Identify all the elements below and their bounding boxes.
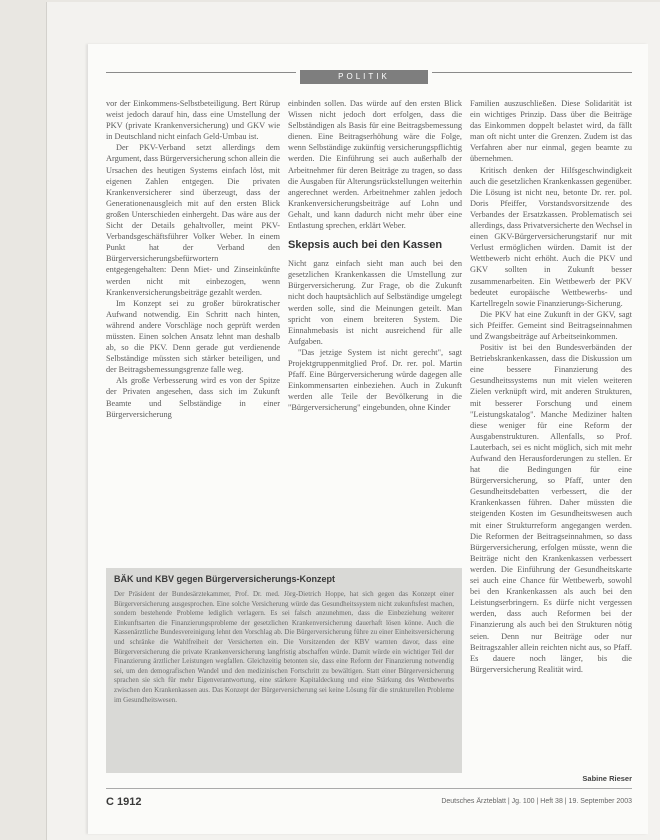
journal-citation: Deutsches Ärzteblatt | Jg. 100 | Heft 38 | 19. September 2003 — [441, 798, 632, 805]
info-box-title: BÄK und KBV gegen Bürgerversicherungs-Konzept — [114, 574, 336, 584]
footer-rule — [106, 788, 632, 789]
column-2 — [288, 98, 462, 564]
column-1 — [106, 98, 280, 564]
paragraph: Kritisch denken der Hilfsgeschwindigkeit auch die gesetzlichen Krankenkassen gegenüber. Die Lösung ist nicht neu, betonte Dr. rer. pol. Doris Pfeiffer, Vorstandsvorsitzende des Verbandes der Ersatzkassen. Problematisch sei allerdings, dass Privatversicherte den Wechsel in einen GKV-Bürgerversicherungstarif nur mit Verlust ermöglichen würden. Damit ist der Wettbewerb nicht erhöht. Auch die PKV und GKV sollten in Zukunft besser zusammenarbeiten. Ein Wettbewerb der PKV bedeutet europäische Wettbewerbs- und Kartellregeln sowie Finanzierungs-Sicherung. — [470, 165, 632, 308]
paragraph: Die PKV hat eine Zukunft in der GKV, sagt sich Pfeiffer. Gemeint sind Beitragseinnahmen und Zwangsbeiträge auf Arbeitseinkommen. — [470, 309, 632, 341]
page-number: C 1912 — [106, 796, 142, 808]
paragraph: Positiv ist bei den Bundesverbänden der Betriebskrankenkassen, dass die Diskussion um eine bessere Finanzierung des Gesundheitssystems nun mit vielen weiteren Zielen verknüpft wird, mit anderen Strukturen, mit besserer Forschung und einem "Leistungskatalog". Manche Mediziner halten diese weniger für eine Reform der Ausgabenstrukturen. Allenfalls, so Prof. Lauterbach, sei es nicht möglich, sich mit mehr Aufwand den Herausforderungen zu stellen. Er hat die Bedingungen für eine Bürgerversicherung, so Pfaff, unter den Gesundheitsdebatten verbessert, die der Krankenkassen führen. Daher müssten die steigenden Kosten im Gesundheitswesen auch mit einer Strukturreform angegangen werden. Die Reformen der Beitragseinnahmen, so dass Bürgerversicherung, erfolgen müsste, wenn die Beiträge nicht den Krankenkassen verbessert werden. Die Einführung der Gesundheitskarte sei auch eine Chance für Wettbewerb, sowohl bei den Krankenkassen als auch bei den Leistungserbringern. Es dürfe nicht vergessen werden, dass auch Reformen bei der Finanzierung als auch bei den Strukturen nötig seien. Denn nur Beiträge oder nur Beitragszahler allein reichten nicht aus, so Pfaff. Es dauere noch länger, bis die Bürgerversicherung Realität wird. — [470, 343, 632, 674]
paragraph: einbinden sollen. Das würde auf den ersten Blick Wissen nicht jedoch dort erfolgen, dass die Selbständigen als Basis für eine Beitragsbemessung dienen. Eine Beitragserhöhung wäre die Folge, wenn Selbständige zukünftig versicherungspflichtig werden. Die Einführung sei auch außerhalb der Arbeitnehmer für deren Beiträge zu tragen, so dass die Ausgaben für Alterungsrückstellungen weiterhin angerechnet werden. Arbeitnehmer zahlen jedoch Krankenversicherungsbeiträge auf Lohn und Gehalt, und kann dadurch nicht mehr über eine Entlastung sprechen, erklärt Weber. — [288, 99, 462, 231]
header-rule-left — [106, 72, 296, 73]
journal-page — [88, 44, 648, 834]
author-name: Sabine Rieser — [582, 774, 632, 783]
paragraph: Der PKV-Verband setzt allerdings dem Argument, dass Bürgerversicherung schon allein die Ursachen des heutigen Systems einfach löst, mit eigenen Zahlen entgegen. Die privaten Krankenversicherer sind überzeugt, dass der Generationenausgleich mit auf den ersten Blick großen Unterschieden einhergeht. Das wäre aus der Sicht der Details gehaltvoller, meint PKV-Verbandsgeschäftsführer Volker Weber. In einem Punkt hat der Verband den Bürgerversicherungsbefürwortern entgegengehalten: Denn Miet- und Zinseinkünfte werden nicht mit einbezogen, wenn Krankenversicherungsbeiträge gezahlt werden. — [106, 143, 280, 297]
header-rule-right — [432, 72, 632, 73]
paragraph: Familien auszuschließen. Diese Solidarität ist ein wichtiges Prinzip. Dass über die Beiträge das Einkommen doppelt belastet wird, da fällt man oft nicht unter die Grenzen. Zudem ist das Verfahren aber nur einmal, gegen beamte zu übernehmen. — [470, 99, 632, 164]
paragraph: Im Konzept sei zu großer bürokratischer Aufwand notwendig. Ein Schritt nach hinten, während andere Vorschläge noch geprüft werden müssten. Einen solchen Ansatz lehnt man deshalb ab, so die PKV. Denn gerade gut verdienende Selbständige müssten sich stärker beteiligen, und der Beitragsbemessungsgrenze falle weg. — [106, 298, 280, 375]
info-box-text: Der Präsident der Bundesärztekammer, Prof. Dr. med. Jörg-Dietrich Hoppe, hat sich gegen das Konzept einer Bürgerversicherung ausgesprochen. Eine solche Versicherung würde das Gesundheitssystem nicht zukunftsfest machen, sondern bestehende Probleme lediglich verlagern. Es sei falsch anzunehmen, dass die Einbeziehung weiterer Einkunftsarten die Finanzierungsprobleme der gesetzlichen Krankenversicherung dauerhaft lösen könne. Auch die Kassenärztliche Bundesvereinigung lehnt den Vorschlag ab. Die Bürgerversicherung führe zu einer Einheitsversicherung und schränke die Wahlfreiheit der Versicherten ein. Die Vorsitzenden der KBV warnten davor, dass eine Bürgerversicherung die private Krankenversicherung langfristig abschaffen würde. Damit würde ein wichtiger Teil der Finanzierung ärztlicher Leistungen wegfallen. Gleichzeitig betonten sie, dass eine Reform der Finanzierung notwendig sei, um den demografischen Wandel und den medizinischen Fortschritt zu bewältigen. Statt einer Bürgerversicherung sprachen sie sich für mehr Eigenverantwortung, eine stärkere Kapitaldeckung und eine Stärkung des Wettbewerbs zwischen den Krankenkassen aus. Das Konzept der Bürgerversicherung sei keine Lösung für die strukturellen Probleme im Gesundheitswesen. — [114, 590, 454, 704]
paragraph: Als große Verbesserung wird es von der Spitze der Privaten angesehen, dass sich im Zukunft Beamte und Selbständige in einer Bürgerversicherung — [106, 376, 280, 419]
info-box — [106, 568, 462, 773]
paragraph: vor der Einkommens-Selbstbeteiligung. Bert Rürup weist jedoch darauf hin, dass eine Umstellung der PKV (private Krankenversicherung) und GKV wie in Deutschland nicht einfach Geld-Umbau ist. — [106, 99, 280, 142]
section-label: POLITIK — [300, 70, 428, 84]
subheading: Skepsis auch bei den Kassen — [288, 239, 443, 252]
paragraph: Nicht ganz einfach sieht man auch bei den gesetzlichen Krankenkassen die Umstellung zur Bürgerversicherung. Zur Frage, ob die Zukunft nicht doch hauptsächlich auf Selbständige umgelegt werden solle, sind die Meinungen geteilt. Man spricht von einem breiteren System. Die Einnahmebasis ist nicht ausreichend für alle Aufgaben. — [288, 259, 462, 346]
column-3 — [470, 98, 632, 770]
paragraph: "Das jetzige System ist nicht gerecht", sagt Projektgruppenmitglied Prof. Dr. rer. pol. Martin Pfaff. Eine Bürgerversicherung würde dagegen alle Einkommensarten einbeziehen. Auch in Zukunft werden alle Teile der Bevölkerung in die "Bürgerversicherung" eingebunden, ohne Kinder — [288, 347, 462, 413]
